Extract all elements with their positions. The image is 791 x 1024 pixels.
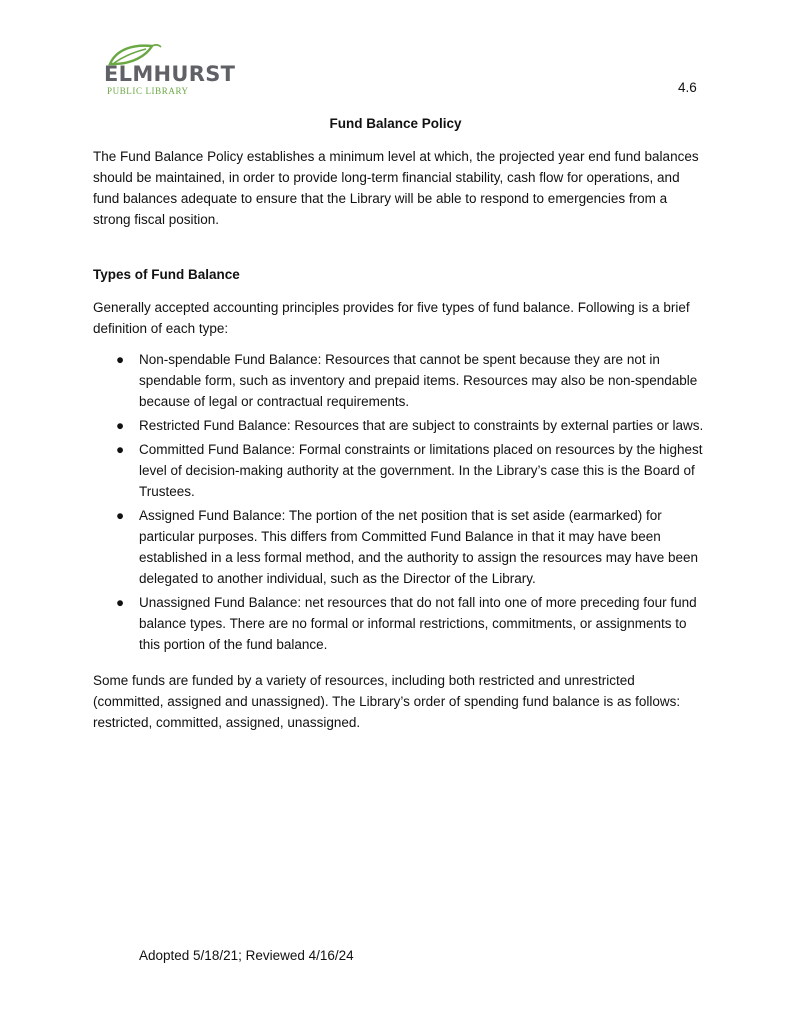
logo-subtitle: PUBLIC LIBRARY: [107, 86, 189, 96]
bullet-icon: ●: [116, 352, 125, 367]
list-item-text: Non-spendable Fund Balance: Resources that cannot be spent because they are not in spendable form, such as inventory and prepaid items. Resources may also be non-spendable because of legal or contractual requirements.: [139, 352, 698, 409]
list-item: [116, 415, 705, 436]
logo-name: ELMHURST: [104, 62, 236, 86]
list-item-text: Restricted Fund Balance: Resources that are subject to constraints by external parties or laws.: [139, 418, 704, 433]
fund-balance-types-list: [116, 349, 705, 658]
list-item-text: Committed Fund Balance: Formal constraints or limitations placed on resources by the highest level of decision-making authority at the government. In the Library’s case this is the Board of Trustees.: [139, 442, 703, 499]
list-item: [116, 439, 705, 502]
closing-paragraph: Some funds are funded by a variety of resources, including both restricted and unrestricted (committed, assigned and unassigned). The Library’s order of spending fund balance is as follows: restricted, committed, assigned, unassigned.: [93, 673, 681, 730]
list-item: [116, 349, 705, 412]
bullet-icon: ●: [116, 442, 125, 457]
bullet-icon: ●: [116, 508, 125, 523]
library-logo: [104, 42, 236, 102]
page-number: 4.6: [678, 80, 697, 95]
list-item: [116, 592, 705, 655]
document-title: Fund Balance Policy: [329, 116, 462, 131]
bullet-icon: ●: [116, 418, 125, 433]
section-lead-paragraph: Generally accepted accounting principles provides for five types of fund balance. Following is a brief definition of each type:: [93, 300, 690, 336]
list-item-text: Unassigned Fund Balance: net resources that do not fall into one of more preceding four fund balance types. There are no formal or informal restrictions, commitments, or assignments to this portion of the fund balance.: [139, 595, 697, 652]
section-heading: Types of Fund Balance: [93, 267, 240, 282]
list-item: [116, 505, 705, 589]
intro-paragraph: The Fund Balance Policy establishes a minimum level at which, the projected year end fund balances should be maintained, in order to provide long-term financial stability, cash flow for operations, and fund balances adequate to ensure that the Library will be able to respond to emergencies from a strong fiscal position.: [93, 149, 699, 227]
bullet-icon: ●: [116, 595, 125, 610]
adoption-footer: Adopted 5/18/21; Reviewed 4/16/24: [139, 948, 354, 963]
list-item-text: Assigned Fund Balance: The portion of the net position that is set aside (earmarked) for particular purposes. This differs from Committed Fund Balance in that it may have been established in a less formal method, and the authority to assign the resources may have been delegated to another individual, such as the Director of the Library.: [139, 508, 699, 586]
